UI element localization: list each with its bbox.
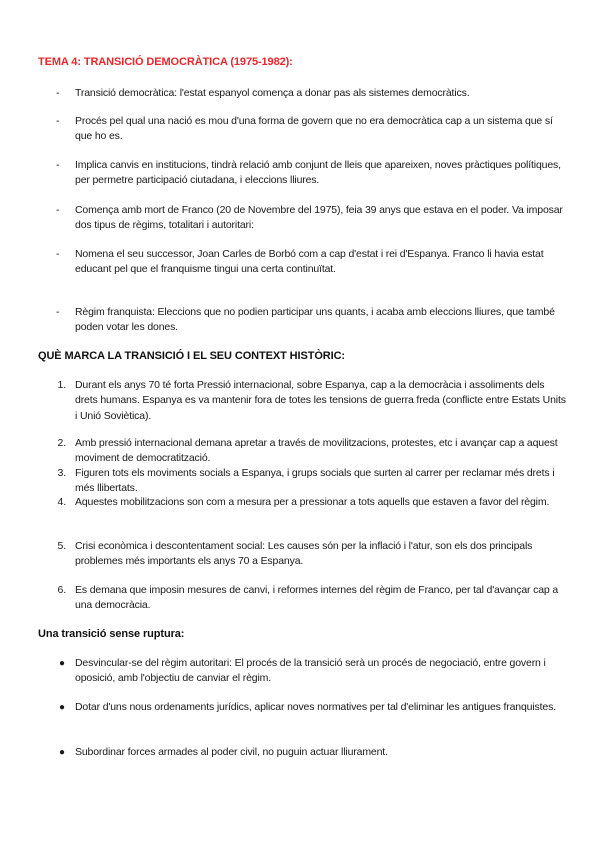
item-number: 5. — [57, 540, 66, 552]
dash-marker: - — [56, 204, 60, 216]
numbered-list-item — [56, 378, 566, 424]
list-item-text: Dotar d'uns nous ordenaments jurídics, aplicar noves normatives per tal d'eliminar les antigues franquistes. — [75, 701, 556, 713]
bullet-list-item — [56, 745, 566, 760]
item-number: 4. — [57, 496, 66, 508]
numbered-list-item — [56, 466, 566, 497]
list-item-text: Subordinar forces armades al poder civil, no puguin actuar lliurament. — [75, 746, 388, 758]
bullet-list-item — [56, 700, 566, 715]
list-item-text: Nomena el seu successor, Joan Carles de Borbó com a cap d'estat i rei d'Espanya. Franco li havia estat educant pel que el franquisme tingui una certa continuïtat. — [75, 248, 544, 276]
list-item-text: Amb pressió internacional demana apretar a través de movilitzacions, protestes, etc i avançar cap a aquest moviment de democratització. — [75, 437, 558, 465]
item-number: 2. — [57, 437, 66, 449]
list-item — [56, 158, 566, 189]
list-item — [56, 305, 566, 336]
list-item-text: Figuren tots els moviments socials a Espanya, i grups socials que surten al carrer per reclamar més drets i més llibertats. — [75, 467, 555, 495]
list-item-text: Aquestes mobilitzacions son com a mesura per a pressionar a tots aquells que estaven a favor del règim. — [75, 496, 550, 508]
list-item-text: Durant els anys 70 té forta Pressió internacional, sobre Espanya, cap a la democràcia i assoliments dels drets humans. Espanya es va mantenir fora de totes les tensions de guerra freda (conflicte entre Estats Units i Unió Soviètica). — [75, 379, 566, 422]
numbered-list-item — [56, 495, 566, 510]
list-item — [56, 114, 566, 145]
list-item-text: Transició democràtica: l'estat espanyol comença a donar pas als sistemes democràtics. — [75, 87, 470, 99]
list-item-text: Implica canvis en institucions, tindrà relació amb conjunt de lleis que apareixen, noves pràctiques polítiques, per permetre participació ciutadana, i eleccions lliures. — [75, 159, 561, 187]
list-item-text: Crisi econòmica i descontentament social: Les causes són per la inflació i l'atur, son els dos principals problemes més importants els anys 70 a Espanya. — [75, 540, 533, 568]
document-title: TEMA 4: TRANSICIÓ DEMOCRÀTICA (1975-1982): — [38, 56, 293, 68]
list-item — [56, 86, 566, 101]
bullet-marker: ● — [59, 747, 65, 758]
numbered-list-item — [56, 539, 566, 570]
list-item-text: Règim franquista: Eleccions que no podien participar uns quants, i acaba amb eleccions lliures, que també poden votar les dones. — [75, 306, 555, 334]
dash-marker: - — [56, 248, 60, 260]
dash-marker: - — [56, 306, 60, 318]
list-item-text: Comença amb mort de Franco (20 de Novembre del 1975), feia 39 anys que estava en el poder. Va imposar dos tipus de règims, totalitari i autoritari: — [75, 204, 563, 232]
item-number: 6. — [57, 584, 66, 596]
numbered-list-item — [56, 583, 566, 614]
bullet-marker: ● — [59, 658, 65, 669]
section-heading: Una transició sense ruptura: — [38, 628, 185, 640]
list-item — [56, 203, 566, 234]
dash-marker: - — [56, 159, 60, 171]
section-heading: QUÈ MARCA LA TRANSICIÓ I EL SEU CONTEXT HISTÒRIC: — [38, 350, 345, 362]
item-number: 1. — [57, 379, 66, 391]
numbered-list-item — [56, 436, 566, 467]
list-item-text: Procés pel qual una nació es mou d'una forma de govern que no era democràtica cap a un sistema que sí que ho es. — [75, 115, 553, 143]
item-number: 3. — [57, 467, 66, 479]
dash-marker: - — [56, 115, 60, 127]
list-item — [56, 247, 566, 278]
list-item-text: Desvincular-se del règim autoritari: El procés de la transició serà un procés de negociació, entre govern i oposició, amb l'objectiu de canviar el règim. — [75, 657, 546, 685]
dash-marker: - — [56, 87, 60, 99]
bullet-marker: ● — [59, 702, 65, 713]
list-item-text: Es demana que imposin mesures de canvi, i reformes internes del règim de Franco, per tal d'avançar cap a una democràcia. — [75, 584, 559, 612]
bullet-list-item — [56, 656, 566, 687]
